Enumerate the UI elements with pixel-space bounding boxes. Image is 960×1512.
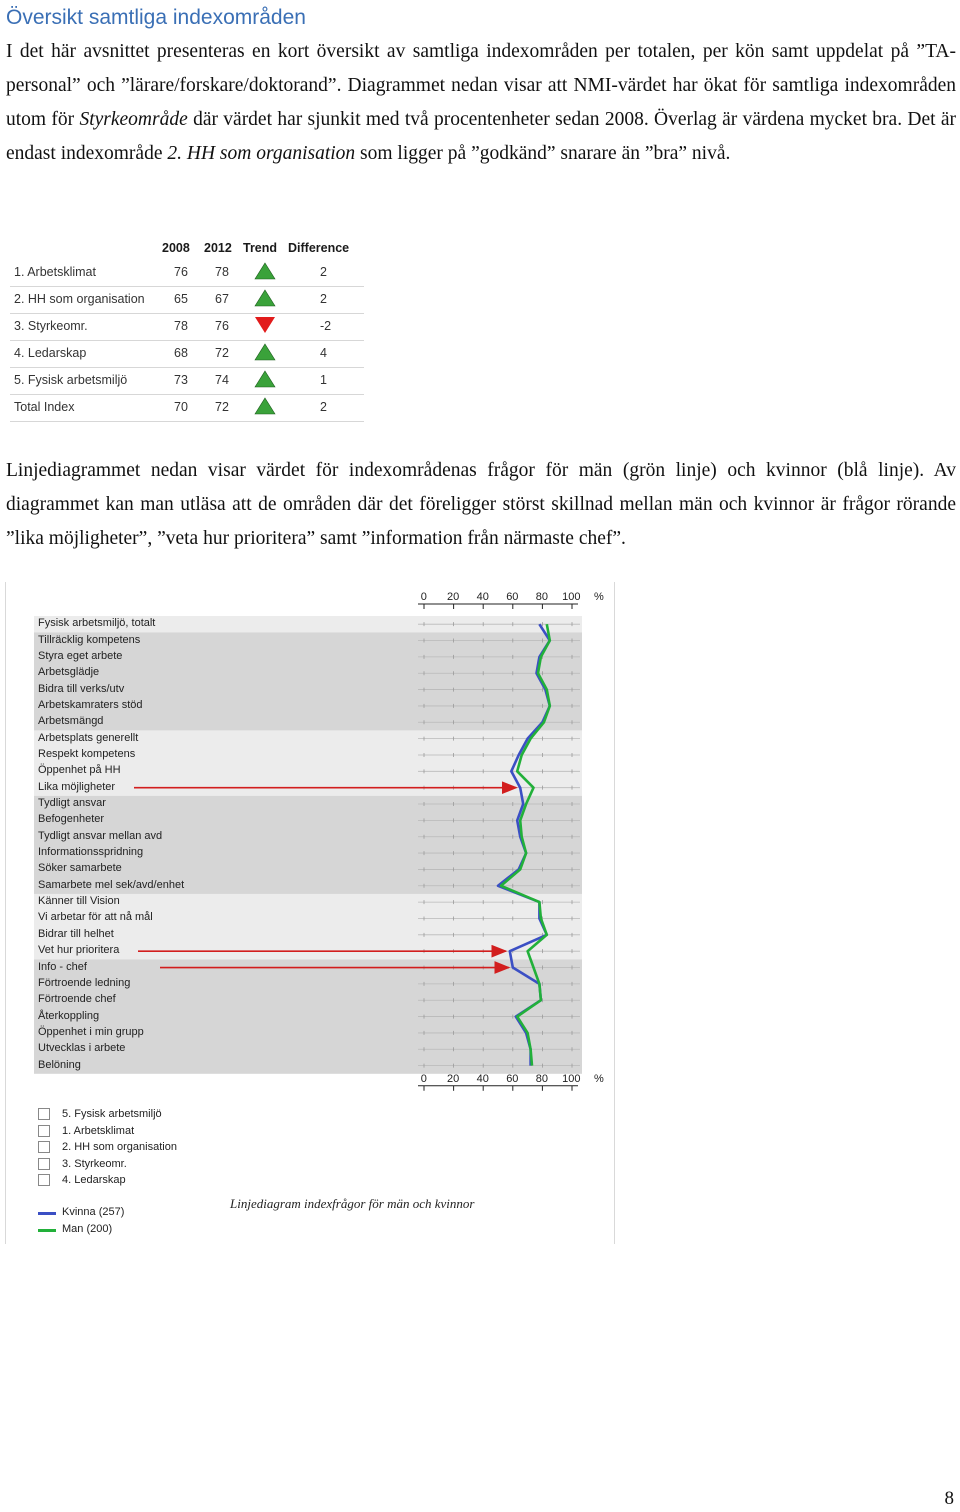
value-2012: 72 <box>215 400 229 414</box>
category-label: Vet hur prioritera <box>38 944 120 957</box>
value-2012: 74 <box>215 373 229 387</box>
category-label: Återkoppling <box>38 1009 100 1022</box>
difference-value: 2 <box>320 400 327 414</box>
intro-paragraph <box>6 35 956 171</box>
category-label: Info - chef <box>38 960 87 973</box>
index-name: 4. Ledarskap <box>14 346 87 360</box>
category-label: Tillräcklig kompetens <box>38 633 141 646</box>
table-body <box>10 260 364 422</box>
value-2012: 76 <box>215 319 229 333</box>
top-tick-label: 80 <box>535 591 549 603</box>
header-trend: Trend <box>243 241 278 255</box>
bottom-tick-label: 0 <box>420 1072 427 1085</box>
value-2008: 78 <box>174 319 188 333</box>
category-label: Respekt kompetens <box>38 747 136 760</box>
intro-emphasis-1: Styrkeområde <box>79 109 188 130</box>
index-name: Total Index <box>14 400 75 414</box>
legend-checkbox <box>38 1125 50 1137</box>
category-label: Samarbete mel sek/avd/enhet <box>38 878 185 891</box>
difference-value: 1 <box>320 373 327 387</box>
bottom-tick-label: 20 <box>447 1072 460 1085</box>
legend-checkbox <box>38 1174 50 1186</box>
category-label: Fysisk arbetsmiljö, totalt <box>38 617 156 630</box>
category-label: Arbetsplats generellt <box>38 731 139 744</box>
trend-up-icon <box>254 370 276 391</box>
category-label: Utvecklas i arbete <box>38 1042 126 1055</box>
legend-series-swatch <box>38 1212 56 1215</box>
trend-up-icon <box>254 397 276 418</box>
category-label: Känner till Vision <box>38 895 120 908</box>
top-tick-label: 40 <box>476 591 489 603</box>
category-label: Tydligt ansvar <box>38 797 106 810</box>
value-2008: 65 <box>174 292 188 306</box>
header-2008: 2008 <box>162 241 190 255</box>
chart-description-paragraph: Linjediagrammet nedan visar värdet för indexområdenas frågor för män (grön linje) och kvinnor (blå linje). Av diagrammet kan man utläsa att de områden där det föreligger störst skillnad mellan män och kvinnor är frågor rörande ”lika möjligheter”, ”veta hur prioritera” samt ”information från närmaste chef”. <box>6 460 956 549</box>
index-summary-table <box>10 238 364 422</box>
category-label: Arbetskamraters stöd <box>38 698 143 711</box>
index-name: 2. HH som organisation <box>14 292 145 306</box>
index-name: 3. Styrkeomr. <box>14 319 88 333</box>
trend-triangle <box>255 290 275 306</box>
category-label: Styra eget arbete <box>38 649 123 662</box>
bottom-tick-label: 80 <box>535 1072 549 1085</box>
trend-triangle <box>255 344 275 360</box>
header-2012: 2012 <box>204 241 232 255</box>
index-name: 1. Arbetsklimat <box>14 265 96 279</box>
intro-emphasis-2: 2. HH som organisation <box>167 143 356 164</box>
trend-triangle <box>255 371 275 387</box>
index-name: 5. Fysisk arbetsmiljö <box>14 373 128 387</box>
value-2012: 67 <box>215 292 229 306</box>
legend-series-label: Kvinna (257) <box>62 1206 125 1218</box>
value-2012: 72 <box>215 346 229 360</box>
table-row <box>10 368 364 395</box>
legend-checkbox-label: 1. Arbetsklimat <box>62 1124 135 1137</box>
category-label: Bidra till verks/utv <box>38 682 125 695</box>
chart-caption: Linjediagram indexfrågor för män och kvinnor <box>230 1196 475 1211</box>
table-row <box>10 287 364 314</box>
page-number: 8 <box>944 1488 954 1509</box>
legend-checkbox-label: 2. HH som organisation <box>62 1141 177 1153</box>
top-tick-label: 100 <box>562 591 581 603</box>
top-unit-label: % <box>594 591 604 603</box>
category-label: Förtroende chef <box>38 993 116 1006</box>
difference-value: 2 <box>320 265 327 279</box>
value-2008: 76 <box>174 265 188 279</box>
line-chart-panel <box>5 582 615 1244</box>
value-2008: 70 <box>174 400 188 414</box>
legend-series-swatch <box>38 1229 56 1232</box>
bottom-tick-label: 40 <box>476 1072 489 1085</box>
trend-up-icon <box>254 289 276 310</box>
category-label: Söker samarbete <box>38 862 122 875</box>
group-band <box>34 632 582 730</box>
table-row <box>10 260 364 287</box>
top-tick-label: 0 <box>420 591 427 603</box>
trend-triangle <box>255 317 275 333</box>
category-label: Vi arbetar för att nå mål <box>38 911 153 924</box>
top-tick-label: 20 <box>447 591 460 603</box>
category-label: Belöning <box>38 1058 81 1071</box>
category-label: Befogenheter <box>38 813 105 826</box>
trend-up-icon <box>254 343 276 364</box>
category-label: Öppenhet på HH <box>38 764 121 777</box>
category-label: Öppenhet i min grupp <box>38 1025 144 1038</box>
category-label: Informationsspridning <box>38 846 144 859</box>
bottom-tick-label: 60 <box>506 1072 519 1085</box>
trend-triangle <box>255 398 275 414</box>
category-label: Lika möjligheter <box>38 780 116 793</box>
legend-checkbox <box>38 1141 50 1153</box>
value-2012: 78 <box>215 265 229 279</box>
table-header <box>10 238 364 260</box>
legend-checkbox-label: 3. Styrkeomr. <box>62 1157 127 1170</box>
table-row <box>10 395 364 422</box>
trend-up-icon <box>254 262 276 283</box>
intro-text-1: I det här avsnittet presenteras en kort översikt av samtliga indexområden per totalen, per kön samt uppdelat på ”TA-personal” och ”lärare/forskare/doktorand”. Diagrammet nedan visar att NMI-värdet har ökat för samtliga indexområden utom för <box>6 41 956 130</box>
legend-checkbox <box>38 1158 50 1170</box>
section-heading: Översikt samtliga indexområden <box>6 6 306 29</box>
legend-checkbox-label: 4. Ledarskap <box>62 1174 126 1186</box>
category-label: Arbetsglädje <box>38 666 100 679</box>
category-label: Bidrar till helhet <box>38 927 114 940</box>
value-2008: 68 <box>174 346 188 360</box>
trend-down-icon <box>254 316 276 337</box>
table-row <box>10 341 364 368</box>
intro-text-2: där värdet har sjunkit med två procentenheter sedan 2008. Överlag är värdena mycket bra. Det är endast indexområde <box>6 109 956 164</box>
header-difference: Difference <box>288 241 350 255</box>
category-label: Förtroende ledning <box>38 976 131 989</box>
bottom-unit-label: % <box>594 1072 604 1085</box>
value-2008: 73 <box>174 373 188 387</box>
difference-value: 2 <box>320 292 327 306</box>
category-label: Arbetsmängd <box>38 715 104 728</box>
table-row <box>10 314 364 341</box>
bottom-tick-label: 100 <box>562 1072 581 1085</box>
legend-checkbox-label: 5. Fysisk arbetsmiljö <box>62 1108 162 1120</box>
legend-checkbox <box>38 1108 50 1120</box>
trend-triangle <box>255 263 275 279</box>
difference-value: -2 <box>320 319 332 333</box>
legend-series-label: Man (200) <box>62 1223 113 1235</box>
top-tick-label: 60 <box>506 591 519 603</box>
category-label: Tydligt ansvar mellan avd <box>38 829 163 842</box>
difference-value: 4 <box>320 346 327 360</box>
intro-text-3: som ligger på ”godkänd” snarare än ”bra” nivå. <box>355 143 731 164</box>
